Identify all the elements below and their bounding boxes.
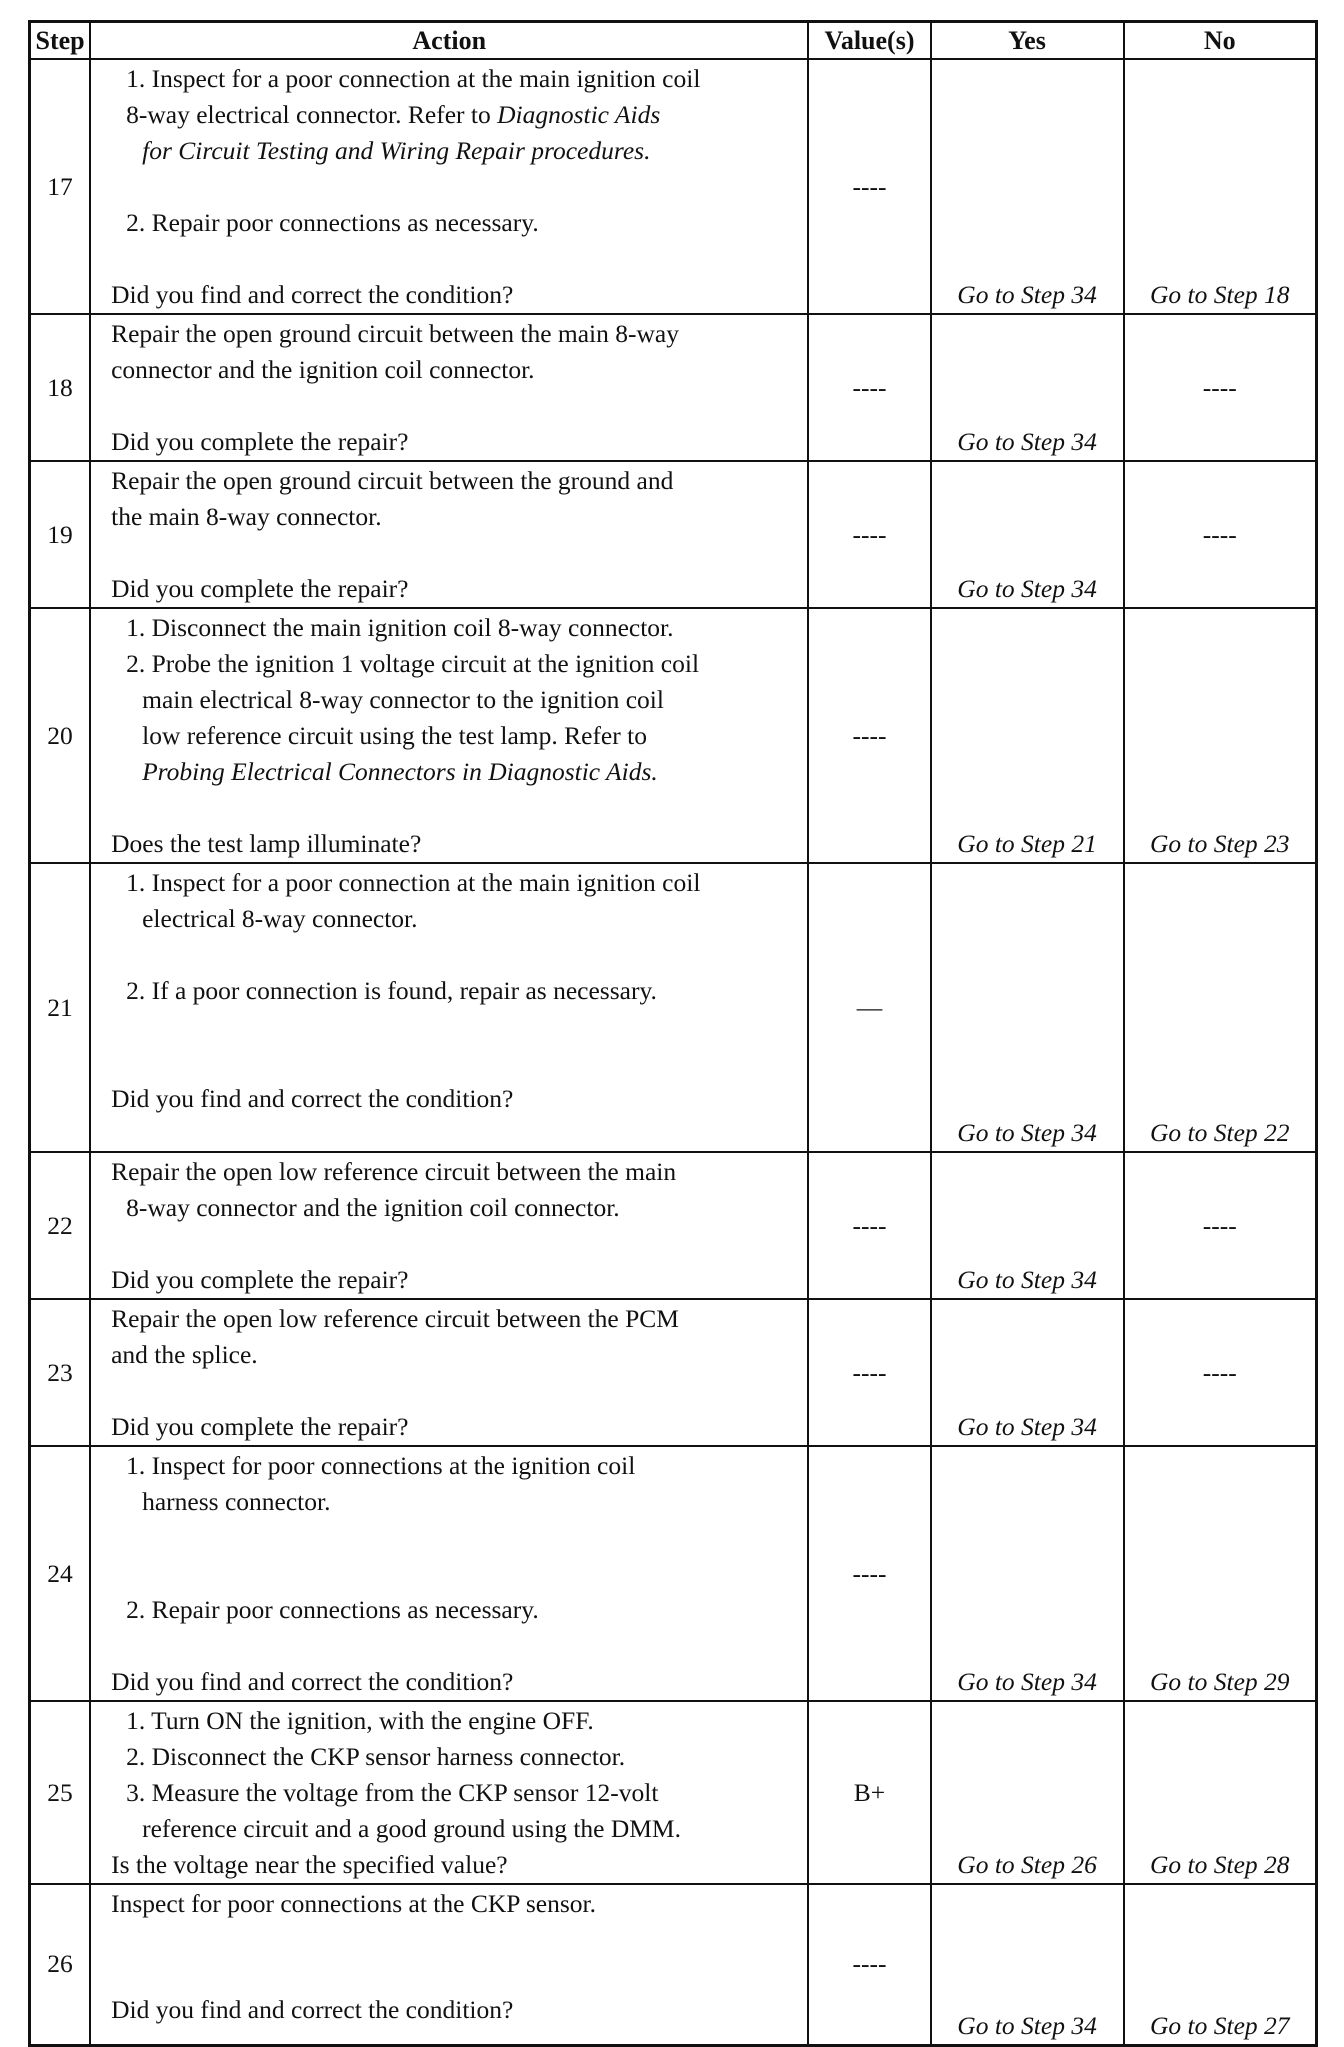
action-line: the main 8-way connector. <box>111 502 382 531</box>
step-number: 26 <box>30 1884 91 2045</box>
action-question: Did you complete the repair? <box>111 427 409 456</box>
value-cell: — <box>808 863 930 1152</box>
action-line: 2. Probe the ignition 1 voltage circuit at the ignition coil <box>126 649 700 678</box>
table-row <box>30 1884 1317 2045</box>
action-line <box>111 754 795 790</box>
table-row <box>30 59 1317 314</box>
action-question: Did you find and correct the condition? <box>111 1667 514 1696</box>
action-line: 1. Disconnect the main ignition coil 8-way connector. <box>126 613 674 642</box>
yes-cell: Go to Step 34 <box>931 59 1124 314</box>
action-line: connector and the ignition coil connector. <box>111 355 535 384</box>
header-step: Step <box>30 22 91 60</box>
action-text: 8-way electrical connector. Refer to <box>126 100 498 129</box>
spacer <box>111 169 795 205</box>
action-cell <box>90 1701 808 1884</box>
action-question: Did you find and correct the condition? <box>111 1995 514 2024</box>
yes-cell: Go to Step 26 <box>931 1701 1124 1884</box>
spacer <box>111 1226 795 1262</box>
spacer <box>111 937 795 973</box>
action-line: 1. Inspect for a poor connection at the main ignition coil <box>126 64 701 93</box>
no-cell: Go to Step 27 <box>1124 1884 1317 2045</box>
value-cell: ---- <box>808 314 930 461</box>
no-cell: Go to Step 28 <box>1124 1701 1317 1884</box>
yes-cell: Go to Step 34 <box>931 314 1124 461</box>
action-question: Did you find and correct the condition? <box>111 280 514 309</box>
table-row <box>30 863 1317 1152</box>
action-line: 2. Repair poor connections as necessary. <box>126 208 539 237</box>
action-line: 2. Repair poor connections as necessary. <box>126 1595 539 1624</box>
step-number: 24 <box>30 1446 91 1701</box>
action-line: 8-way connector and the ignition coil connector. <box>126 1193 620 1222</box>
action-line: Repair the open ground circuit between the main 8-way <box>111 319 679 348</box>
step-number: 20 <box>30 608 91 863</box>
action-cell <box>90 1884 808 2045</box>
no-cell: ---- <box>1124 461 1317 608</box>
action-line: electrical 8-way connector. <box>142 904 418 933</box>
header-values: Value(s) <box>808 22 930 60</box>
action-line: Inspect for poor connections at the CKP sensor. <box>111 1889 596 1918</box>
action-line: 1. Turn ON the ignition, with the engine OFF. <box>126 1706 594 1735</box>
action-reference: Diagnostic Aids <box>497 100 661 129</box>
action-line: 1. Inspect for poor connections at the ignition coil <box>126 1451 636 1480</box>
table-row <box>30 1701 1317 1884</box>
action-question: Did you complete the repair? <box>111 1265 409 1294</box>
action-cell <box>90 608 808 863</box>
action-cell <box>90 1446 808 1701</box>
step-number: 19 <box>30 461 91 608</box>
spacer <box>111 535 795 571</box>
spacer <box>111 388 795 424</box>
action-line: reference circuit and a good ground using the DMM. <box>142 1814 681 1843</box>
header-no: No <box>1124 22 1317 60</box>
action-line: Repair the open ground circuit between the ground and <box>111 466 674 495</box>
value-cell: ---- <box>808 1884 930 2045</box>
header-action: Action <box>90 22 808 60</box>
action-question: Does the test lamp illuminate? <box>111 829 422 858</box>
header-yes: Yes <box>931 22 1124 60</box>
spacer <box>111 790 795 826</box>
yes-cell: Go to Step 34 <box>931 863 1124 1152</box>
action-question: Did you complete the repair? <box>111 1412 409 1441</box>
action-cell <box>90 461 808 608</box>
action-question: Is the voltage near the specified value? <box>111 1850 508 1879</box>
action-line <box>111 133 795 169</box>
table-row <box>30 314 1317 461</box>
step-number: 22 <box>30 1152 91 1299</box>
action-cell <box>90 314 808 461</box>
spacer <box>111 1373 795 1409</box>
diagnostic-table <box>28 20 1318 2047</box>
action-line: Repair the open low reference circuit between the main <box>111 1157 677 1186</box>
action-reference: for Circuit Testing and Wiring Repair procedures. <box>142 136 651 165</box>
action-line: low reference circuit using the test lamp. Refer to <box>142 721 647 750</box>
table-row <box>30 461 1317 608</box>
yes-cell: Go to Step 34 <box>931 1152 1124 1299</box>
value-cell: ---- <box>808 59 930 314</box>
action-line: harness connector. <box>142 1487 331 1516</box>
value-cell: ---- <box>808 1446 930 1701</box>
table-row <box>30 1299 1317 1446</box>
action-question: Did you find and correct the condition? <box>111 1084 514 1113</box>
step-number: 17 <box>30 59 91 314</box>
action-line: 2. If a poor connection is found, repair as necessary. <box>126 976 657 1005</box>
no-cell: Go to Step 18 <box>1124 59 1317 314</box>
spacer <box>111 1922 795 1992</box>
yes-cell: Go to Step 34 <box>931 1299 1124 1446</box>
action-line: Repair the open low reference circuit between the PCM <box>111 1304 679 1333</box>
table-row <box>30 1152 1317 1299</box>
header-row <box>30 22 1317 60</box>
action-reference: Probing Electrical Connectors in Diagnostic Aids. <box>142 757 658 786</box>
yes-cell: Go to Step 21 <box>931 608 1124 863</box>
value-cell: ---- <box>808 1152 930 1299</box>
spacer <box>111 241 795 277</box>
yes-cell: Go to Step 34 <box>931 1446 1124 1701</box>
no-cell: ---- <box>1124 1152 1317 1299</box>
spacer <box>111 1628 795 1664</box>
no-cell: Go to Step 23 <box>1124 608 1317 863</box>
yes-cell: Go to Step 34 <box>931 461 1124 608</box>
no-cell: ---- <box>1124 1299 1317 1446</box>
action-cell <box>90 1299 808 1446</box>
step-number: 23 <box>30 1299 91 1446</box>
step-number: 25 <box>30 1701 91 1884</box>
action-line: and the splice. <box>111 1340 258 1369</box>
action-line: 1. Inspect for a poor connection at the main ignition coil <box>126 868 701 897</box>
value-cell: ---- <box>808 461 930 608</box>
no-cell: Go to Step 22 <box>1124 863 1317 1152</box>
no-cell: Go to Step 29 <box>1124 1446 1317 1701</box>
action-line: 2. Disconnect the CKP sensor harness connector. <box>126 1742 626 1771</box>
step-number: 18 <box>30 314 91 461</box>
value-cell: ---- <box>808 608 930 863</box>
value-cell: B+ <box>808 1701 930 1884</box>
value-cell: ---- <box>808 1299 930 1446</box>
action-cell <box>90 863 808 1152</box>
action-line: 3. Measure the voltage from the CKP sensor 12-volt <box>126 1778 659 1807</box>
table-row <box>30 1446 1317 1701</box>
table-row <box>30 608 1317 863</box>
action-cell <box>90 1152 808 1299</box>
action-question: Did you complete the repair? <box>111 574 409 603</box>
action-line <box>111 97 795 133</box>
yes-cell: Go to Step 34 <box>931 1884 1124 2045</box>
step-number: 21 <box>30 863 91 1152</box>
action-line: main electrical 8-way connector to the ignition coil <box>142 685 664 714</box>
spacer <box>111 1520 795 1592</box>
action-cell <box>90 59 808 314</box>
spacer <box>111 1009 795 1081</box>
no-cell: ---- <box>1124 314 1317 461</box>
